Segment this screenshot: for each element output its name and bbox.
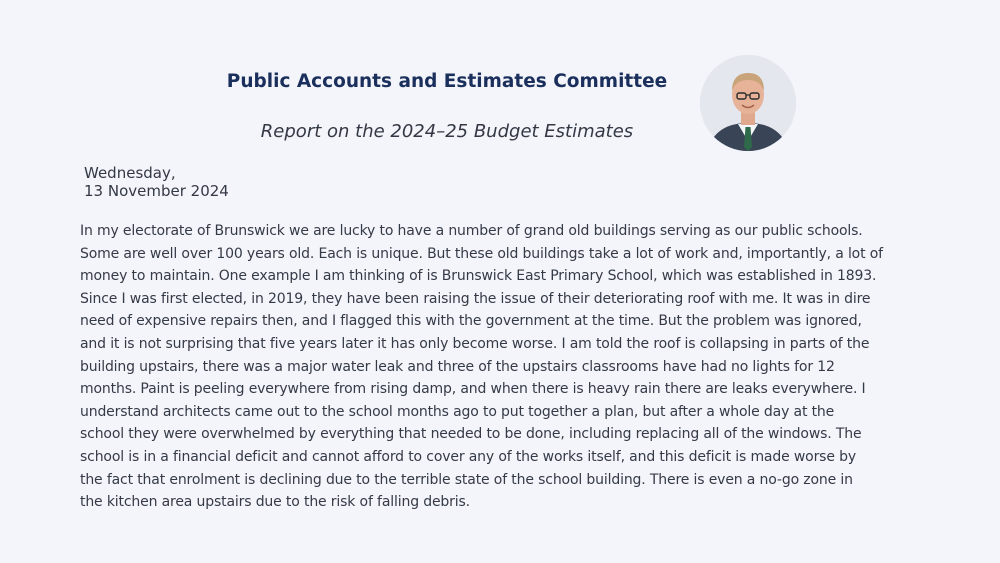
paragraph-line: school is in a financial deficit and cannot afford to cover any of the works itself, and this deficit is made worse by bbox=[80, 448, 856, 465]
paragraph-line: school they were overwhelmed by everything that needed to be done, including replacing all of the windows. The bbox=[80, 426, 862, 443]
paragraph-line: In my electorate of Brunswick we are lucky to have a number of grand old buildings serving as our public schools. bbox=[80, 223, 863, 239]
paragraph-line: the kitchen area upstairs due to the risk of falling debris. bbox=[80, 494, 470, 511]
date-full: 13 November 2024 bbox=[84, 182, 229, 200]
paragraph-line: money to maintain. One example I am thinking of is Brunswick East Primary School, which was established in 1893. bbox=[80, 268, 877, 285]
committee-title: Public Accounts and Estimates Committee bbox=[226, 71, 668, 92]
paragraph-line: and it is not surprising that five years later it has only become worse. I am told the roof is collapsing in parts of the bbox=[80, 335, 870, 352]
report-subtitle: Report on the 2024–25 Budget Estimates bbox=[260, 121, 634, 142]
paragraph-line: understand architects came out to the school months ago to put together a plan, but after a whole day at the bbox=[80, 403, 835, 420]
speaker-avatar-icon bbox=[700, 55, 796, 151]
speaker-portrait-icon bbox=[700, 55, 796, 151]
transcript-paragraph bbox=[80, 220, 942, 514]
paragraph-line: need of expensive repairs then, and I flagged this with the government at the time. But the problem was ignored, bbox=[80, 313, 862, 330]
paragraph-line: building upstairs, there was a major water leak and three of the upstairs classrooms have had no lights for 12 bbox=[80, 358, 835, 375]
date-weekday: Wednesday, bbox=[84, 164, 176, 182]
paragraph-line: Since I was first elected, in 2019, they have been raising the issue of their deteriorating roof with me. It was in dire bbox=[80, 290, 871, 307]
paragraph-line: Some are well over 100 years old. Each is unique. But these old buildings take a lot of work and, importantly, a lot of bbox=[80, 245, 883, 262]
hearing-date bbox=[84, 164, 229, 200]
paragraph-line: months. Paint is peeling everywhere from rising damp, and when there is heavy rain there are leaks everywhere. I bbox=[80, 381, 866, 398]
paragraph-line: the fact that enrolment is declining due to the terrible state of the school building. There is even a no-go zone in bbox=[80, 471, 853, 488]
